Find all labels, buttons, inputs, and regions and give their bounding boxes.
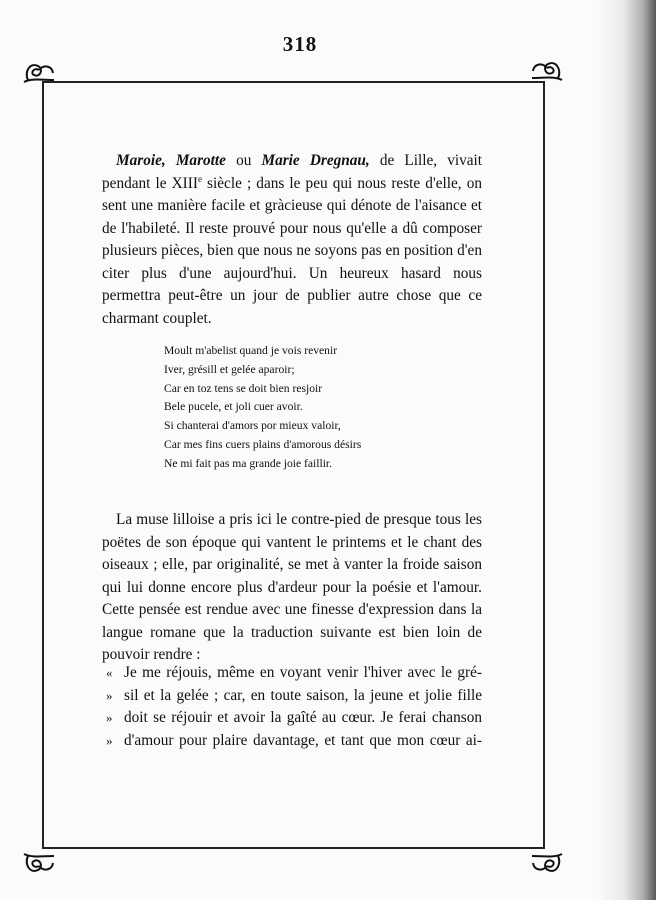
corner-ornament-icon bbox=[530, 848, 564, 878]
corner-ornament-icon bbox=[22, 58, 56, 88]
poem-line: Iver, grésill et gelée aparoir; bbox=[164, 362, 295, 376]
quote-line bbox=[102, 662, 482, 685]
quote-text: sil et la gelée ; car, en toute saison, la jeune et jolie fille bbox=[124, 686, 482, 704]
century-superscript: e bbox=[197, 173, 202, 184]
poem-line: Moult m'abelist quand je vois revenir bbox=[164, 344, 338, 357]
quote-mark: » bbox=[106, 710, 113, 725]
quote-line bbox=[102, 730, 482, 753]
binding-shadow bbox=[598, 0, 656, 900]
name-maroie: Maroie, bbox=[116, 152, 166, 169]
quote-mark: « bbox=[106, 665, 113, 680]
poem-line: Car en toz tens se doit bien resjoir bbox=[164, 381, 323, 395]
quote-text: doit se réjouir et avoir la gaîté au cœur. Je ferai chanson bbox=[124, 709, 482, 726]
poem-stanza bbox=[164, 342, 361, 474]
name-marie-dregnau: Marie Dregnau, bbox=[261, 152, 370, 169]
intro-paragraph bbox=[102, 150, 482, 330]
poem-line: Car mes fins cuers plains d'amorous désirs bbox=[164, 437, 362, 451]
poem-line: Si chanterai d'amors por mieux valoir, bbox=[164, 419, 341, 433]
corner-ornament-icon bbox=[530, 56, 564, 86]
quote-mark: » bbox=[106, 687, 113, 703]
poem-line: Ne mi fait pas ma grande joie faillir. bbox=[164, 456, 333, 470]
quote-line bbox=[102, 685, 482, 708]
quote-text: Je me réjouis, même en voyant venir l'hiver avec le gré- bbox=[124, 664, 482, 681]
intro-text-start: de Lille, vivait pendant le XIII bbox=[102, 152, 483, 192]
page-number: 318 bbox=[282, 32, 318, 56]
translation-quote bbox=[102, 662, 482, 752]
name-marotte: Marotte bbox=[175, 152, 226, 169]
commentary-paragraph: La muse lilloise a pris ici le contre-pied de presque tous les poëtes de son époque qui vantent le printems et le chant des oiseaux ; elle, par originalité, se met à vanter la froide saison qui lui donne encore plus d'ardeur pour la poésie et l'amour. Cette pensée est rendue avec une finesse d'expression dans la langue romane que la traduction suivante est bien loin de pouvoir rendre : bbox=[102, 511, 482, 663]
quote-text: d'amour pour plaire davantage, et tant que mon cœur ai- bbox=[124, 731, 482, 749]
quote-mark: » bbox=[106, 732, 113, 748]
quote-line bbox=[102, 707, 482, 730]
poem-line: Bele pucele, et joli cuer avoir. bbox=[164, 400, 303, 414]
conjunction: ou bbox=[236, 152, 252, 169]
corner-ornament-icon bbox=[22, 848, 56, 878]
intro-text-rest: siècle ; dans le peu qui nous reste d'elle, on sent une manière facile et gràcieuse qui dénote de l'aisance et de l'habileté. Il reste prouvé pour nous qu'elle a dû composer plusieurs pièces, bien que nous ne soyons pas en position d'en citer plus d'une aujourd'hui. Un heureux hasard nous permettra peut-être un jour de publier autre chose que ce charmant couplet. bbox=[102, 174, 482, 327]
